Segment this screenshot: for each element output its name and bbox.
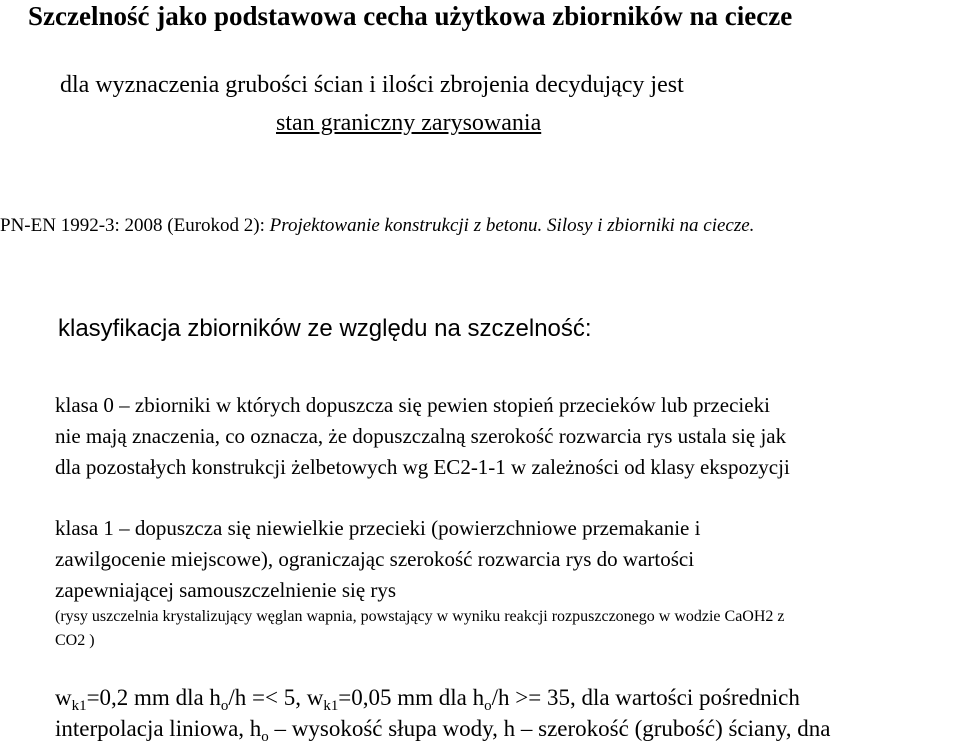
class1-line-1: klasa 1 – dopuszcza się niewielkie przecieki (powierzchniowe przemakanie i [55, 516, 701, 540]
class1-note-line-1: (rysy uszczelnia krystalizujący węglan wapnia, powstający w wyniku reakcji rozpuszczonego w wodzie CaOH2 z [55, 608, 785, 625]
formula-line-1 [55, 683, 800, 713]
formula-o-sub-3: o [261, 729, 269, 745]
formula-part-3: =0,05 mm dla h [338, 685, 485, 710]
norm-reference [0, 213, 754, 239]
norm-prefix: PN-EN 1992-3: 2008 (Eurokod 2): [0, 215, 270, 236]
class0-line-2: nie mają znaczenia, co oznacza, że dopuszczalną szerokość rozwarcia rys ustala się jak [55, 424, 787, 448]
subtitle-line-1: dla wyznaczenia grubości ścian i ilości zbrojenia decydujący jest [60, 72, 684, 98]
formula-part-4: /h >= 35, dla wartości pośrednich [491, 685, 800, 710]
class0-line-3: dla pozostałych konstrukcji żelbetowych wg EC2-1-1 w zależności od klasy ekspozycji [55, 455, 790, 479]
formula-o-sub-2: o [484, 698, 492, 715]
class0-line-1: klasa 0 – zbiorniki w których dopuszcza się pewien stopień przecieków lub przecieki [55, 393, 770, 417]
formula-line2-start: interpolacja liniowa, h [55, 716, 262, 741]
class1-line-2: zawilgocenie miejscowe), ograniczając szerokość rozwarcia rys do wartości [55, 547, 695, 571]
formula-w: w [55, 685, 72, 710]
formula-part-1: =0,2 mm dla h [86, 685, 221, 710]
formula-part-2: /h =< 5, w [228, 685, 324, 710]
formula-line-2 [55, 714, 830, 744]
class1-note-line-2: CO2 ) [55, 632, 95, 649]
formula-k1-sub: k1 [71, 698, 87, 715]
formula-o-sub: o [220, 698, 229, 715]
class1-line-3: zapewniającej samouszczelnienie się rys [55, 578, 397, 602]
formula-k1-sub-2: k1 [323, 698, 339, 715]
formula-line2-end: – wysokość słupa wody, h – szerokość (grubość) ściany, dna [268, 716, 831, 741]
classification-heading: klasyfikacja zbiorników ze względu na szczelność: [58, 315, 592, 342]
norm-title: Projektowanie konstrukcji z betonu. Silosy i zbiorniki na ciecze. [269, 215, 755, 236]
page-title: Szczelność jako podstawowa cecha użytkowa zbiorników na ciecze [28, 1, 793, 31]
subtitle-line-2: stan graniczny zarysowania [276, 110, 542, 136]
